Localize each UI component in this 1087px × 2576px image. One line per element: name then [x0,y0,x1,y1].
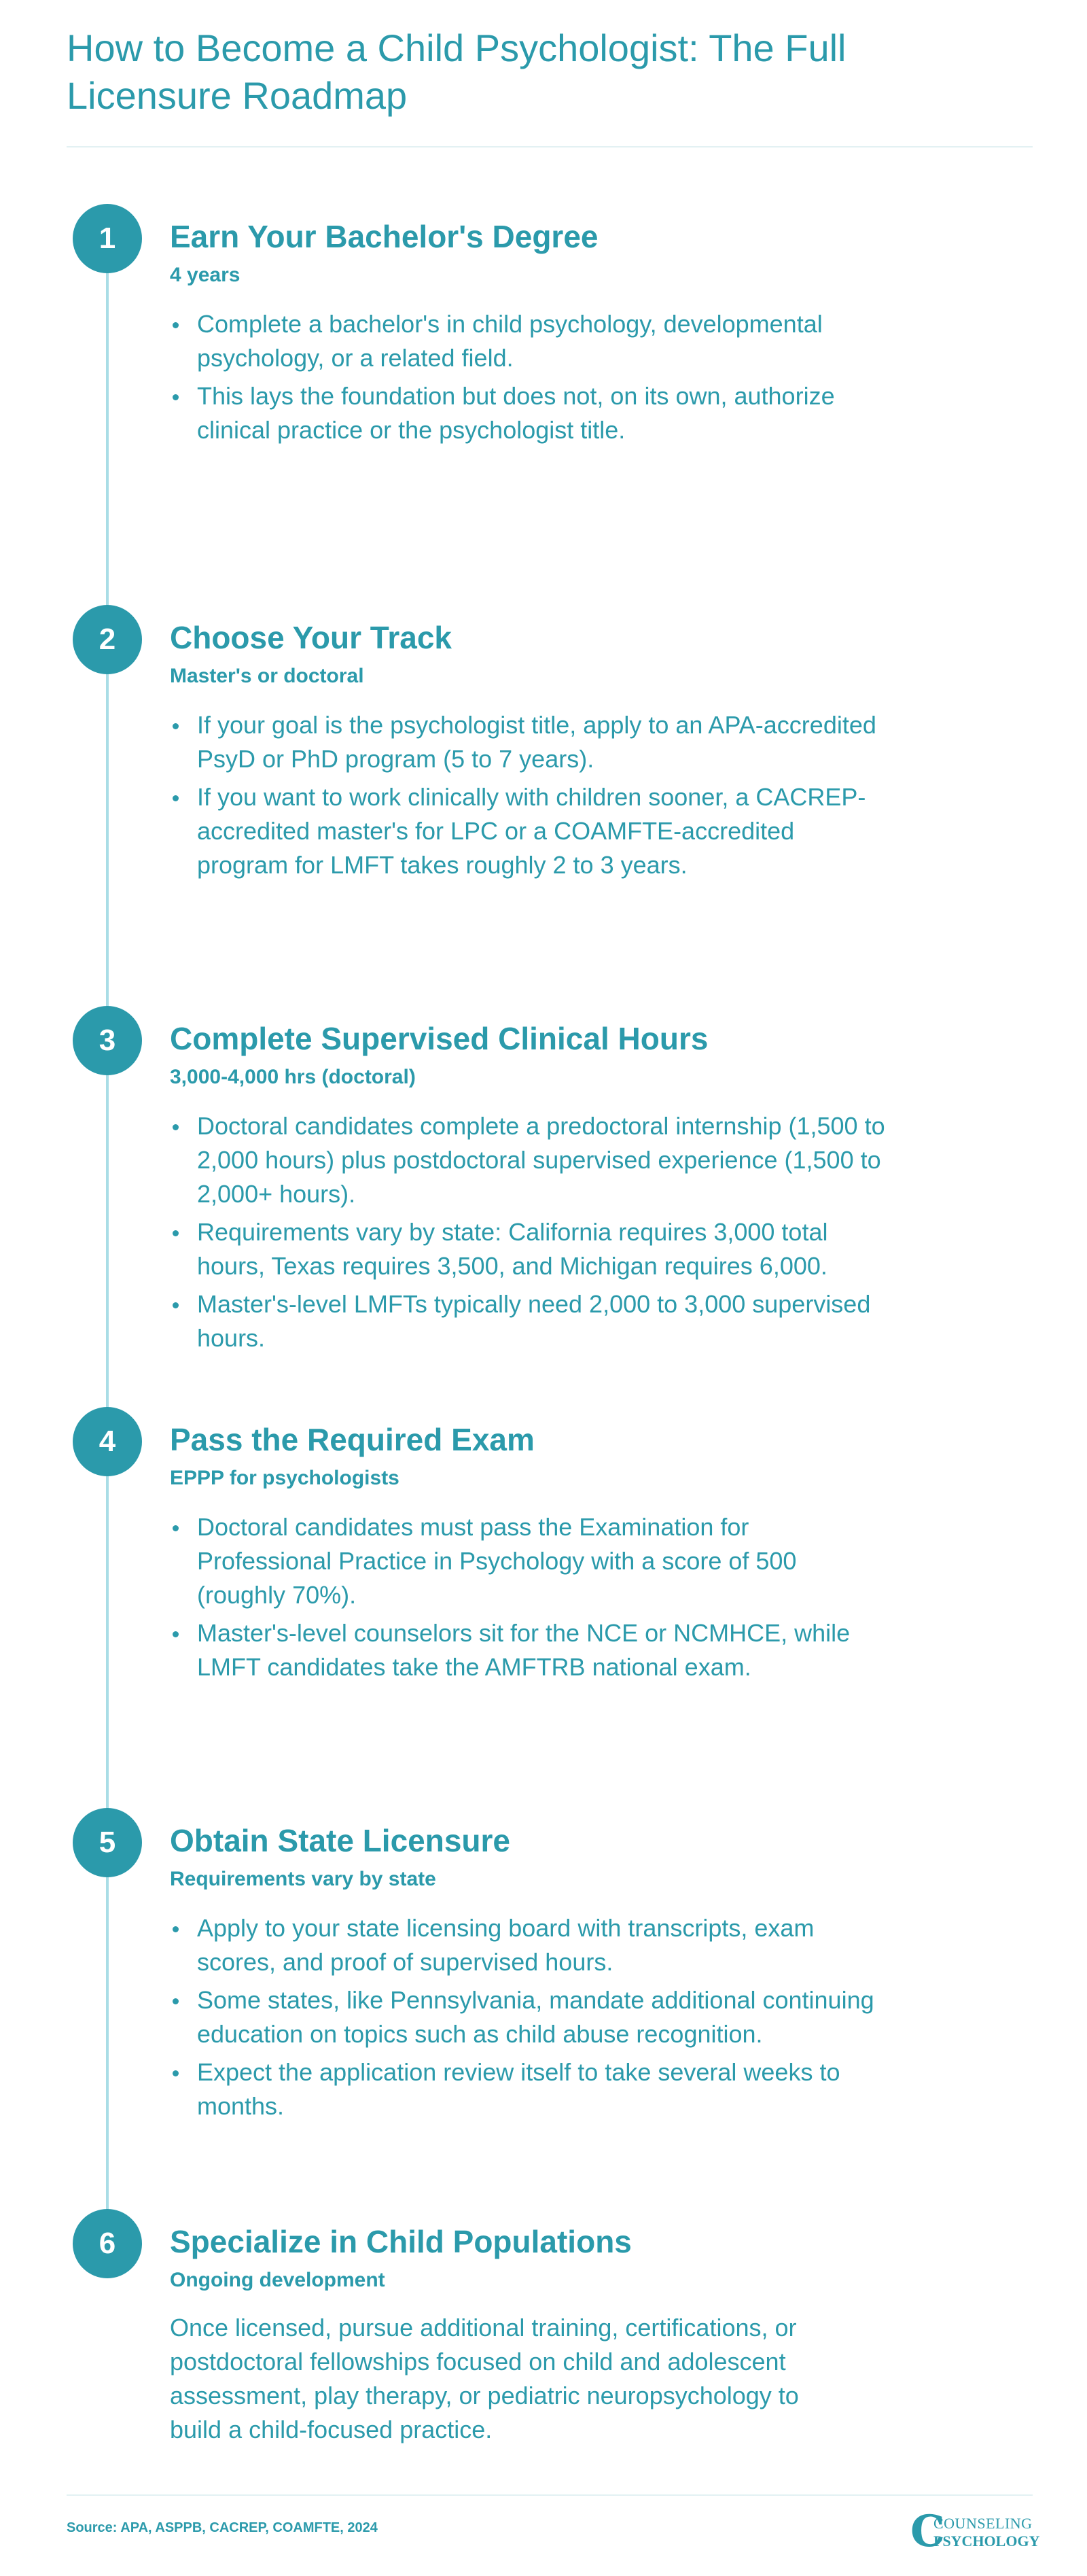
step-number-badge: 4 [73,1407,142,1476]
step-duration: EPPP for psychologists [170,1467,399,1489]
bullet-dot-icon [173,1525,179,1531]
step-bullet-text: Master's-level LMFTs typically need 2,000 to 3,000 supervised hours. [197,1290,871,1352]
step-bullet-text: Complete a bachelor's in child psychology, developmental psychology, or a related field. [197,310,823,372]
step-number-badge: 5 [73,1808,142,1877]
bullet-dot-icon [173,1230,179,1236]
step-number-badge: 2 [73,605,142,674]
bullet-dot-icon [173,1124,179,1130]
step-bullet [170,307,890,375]
step-bullet [170,1215,890,1283]
step-bullet-text: Some states, like Pennsylvania, mandate additional continuing education on topics such as child abuse recognition. [197,1986,874,2048]
step-duration: Master's or doctoral [170,665,364,687]
step-bullet [170,780,890,882]
bullet-dot-icon [173,1926,179,1932]
step-bullet-text: Apply to your state licensing board with transcripts, exam scores, and proof of supervised hours. [197,1914,815,1976]
timeline-line [106,239,109,2235]
step-bullet [170,2055,890,2123]
step-bullet [170,1983,890,2051]
step-bullet [170,379,890,447]
logo-text-bottom: PSYCHOLOGY [933,2533,1040,2549]
counseling-psychology-logo [910,2506,1040,2557]
step-bullet-text: Doctoral candidates must pass the Examination for Professional Practice in Psychology with a score of 500 (roughly 70%). [197,1513,797,1609]
bullet-dot-icon [173,1998,179,2004]
step-duration: 4 years [170,264,240,286]
step-title: Specialize in Child Populations [170,2224,632,2259]
step-bullet-text: Master's-level counselors sit for the NCE or NCMHCE, while LMFT candidates take the AMFTRB national exam. [197,1619,851,1681]
step-title: Earn Your Bachelor's Degree [170,219,599,254]
page-title: How to Become a Child Psychologist: The Full Licensure Roadmap [67,27,847,117]
bullet-dot-icon [173,2070,179,2076]
step-bullet [170,1510,890,1612]
step-description: Once licensed, pursue additional training, certifications, or postdoctoral fellowships focused on child and adolescent assessment, play therapy, or pediatric neuropsychology to build a child-focused practice. [170,2314,799,2443]
step-bullet-text: This lays the foundation but does not, on its own, authorize clinical practice or the psychologist title. [197,382,835,444]
bullet-dot-icon [173,322,179,328]
step-bullet-text: Requirements vary by state: California requires 3,000 total hours, Texas requires 3,500, and Michigan requires 6,000. [197,1218,828,1280]
step-bullet [170,1616,890,1684]
step-title: Pass the Required Exam [170,1422,535,1457]
step-bullet-text: Doctoral candidates complete a predoctoral internship (1,500 to 2,000 hours) plus postdoctoral supervised experience (1,500 to 2,000+ hours). [197,1112,885,1208]
logo-text-top: COUNSELING [933,2515,1033,2532]
step-title: Complete Supervised Clinical Hours [170,1021,709,1056]
bullet-dot-icon [173,795,179,801]
step-bullet-list [170,1109,951,1355]
logo-c-icon: C [910,2506,945,2557]
step-bullet [170,708,890,776]
bullet-dot-icon [173,1631,179,1637]
step-bullet [170,1287,890,1355]
step-bullet-text: If your goal is the psychologist title, apply to an APA-accredited PsyD or PhD program (5 to 7 years). [197,711,876,773]
step-bullet-list [170,708,951,882]
bullet-dot-icon [173,1302,179,1308]
step-duration: Requirements vary by state [170,1868,436,1890]
title-divider [67,146,1033,147]
step-bullet-text: If you want to work clinically with children sooner, a CACREP-accredited master's for LPC or a COAMFTE-accredited program for LMFT takes roughly 2 to 3 years. [197,783,866,879]
footer-divider [67,2494,1033,2496]
step-bullet-list [170,307,951,447]
step-number-badge: 3 [73,1006,142,1075]
step-bullet-text: Expect the application review itself to take several weeks to months. [197,2058,840,2120]
source-citation: Source: APA, ASPPB, CACREP, COAMFTE, 2024 [67,2520,378,2535]
step-title: Obtain State Licensure [170,1823,511,1858]
step-bullet [170,1911,890,1979]
bullet-dot-icon [173,394,179,400]
step-duration: Ongoing development [170,2269,385,2291]
step-number-badge: 1 [73,204,142,273]
step-bullet-list [170,1911,951,2123]
step-title: Choose Your Track [170,620,452,655]
step-duration: 3,000-4,000 hrs (doctoral) [170,1066,416,1088]
bullet-dot-icon [173,723,179,729]
step-bullet-list [170,1510,951,1684]
step-number-badge: 6 [73,2209,142,2278]
step-bullet [170,1109,890,1211]
